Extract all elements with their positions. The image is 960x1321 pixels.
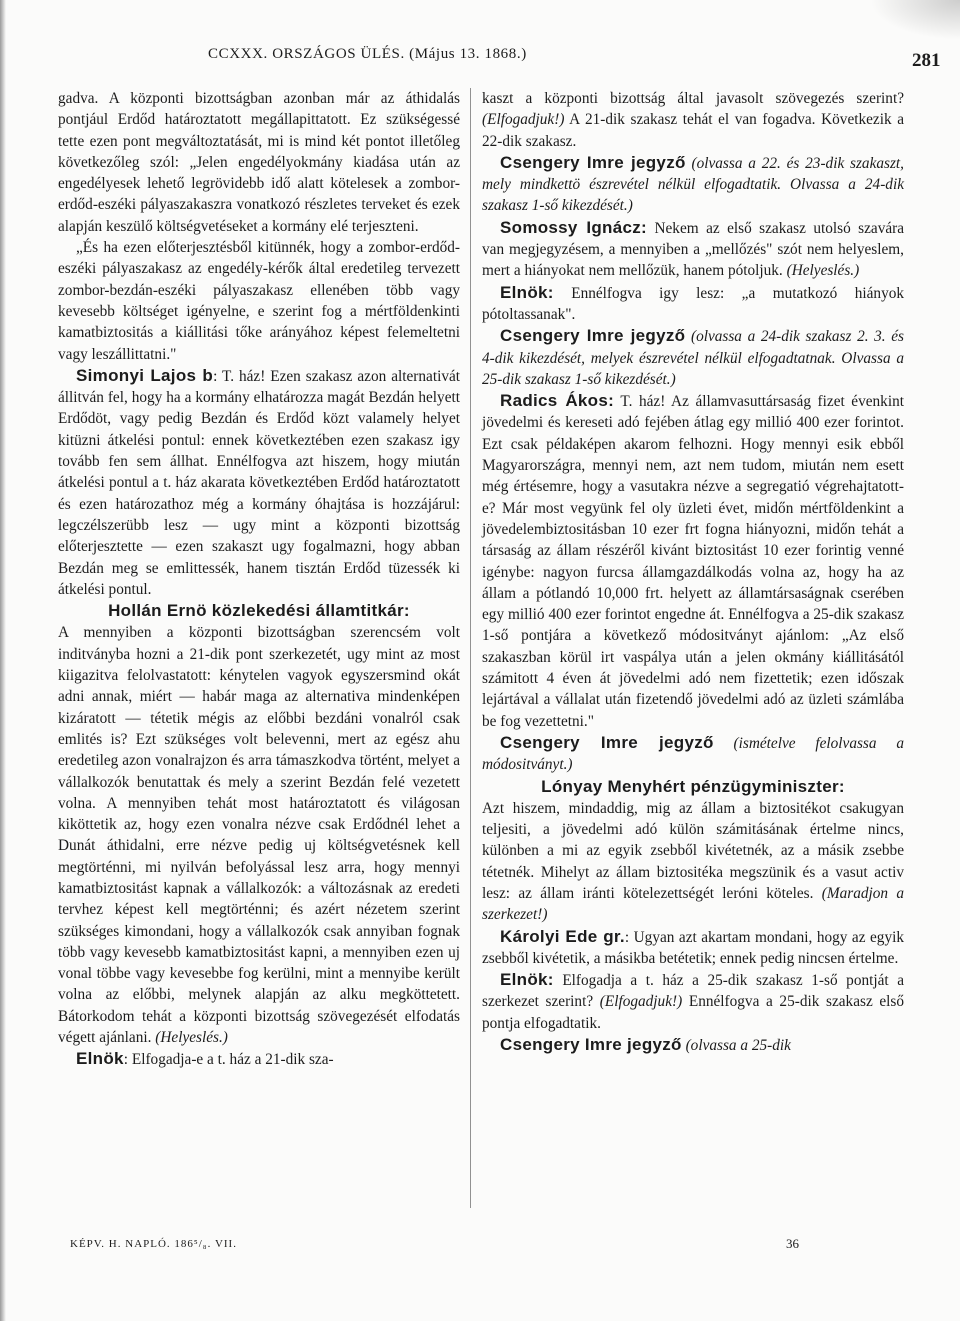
stage-direction: (olvassa a 22. és 23-dik szakaszt, mely mindkettö észrevétel nélkül elfogadtatik. Olvassa a 24-dik szakasz 1-ső kikezdését.) — [482, 154, 904, 215]
stage-direction: (olvassa a 25-dik — [685, 1037, 791, 1055]
speech — [482, 325, 904, 390]
speech — [482, 217, 904, 282]
speech — [482, 390, 904, 732]
speech — [482, 798, 904, 926]
stage-direction: (olvassa a 24-dik szakasz 2. 3. és 4-dik kikezdését, melyek észrevétel nélkül elfogadtatnak. Olvassa a 25-dik szakasz 1-ső kikezdését.) — [482, 328, 904, 388]
speaker-name: Csengery Imre jegyző — [500, 732, 714, 752]
speaker-name: Simonyi Lajos b — [76, 365, 214, 385]
stage-direction: (ismételve felolvassa a módositványt.) — [482, 734, 904, 774]
speech-text: Azt hiszem, mindaddig, mig az állam a biztositékot csakugyan teljesiti, a jövedelmi adó külön számitásának értelme nincs, különben a mi az egyik zsebből kivétetnék, az a másik zsebbe tétetnék. Mihelyt az állam biztositéka megszünik és a vasut activ lesz: az állam iránti kötelezettségét leróni köteles. — [482, 799, 904, 902]
paragraph — [482, 88, 904, 152]
footer-sheet-number: 36 — [786, 1236, 799, 1251]
left-column — [58, 88, 460, 1071]
speaker-name: Károlyi Ede gr. — [500, 926, 625, 946]
speech-text: : T. ház! Ezen szakasz azon alternativát állitván fel, hogy ha a kormány elhatározza magát Bezdán helyett Erdődöt, vagy pedig Bezdán és Erdőd közt valamely helyet kitüzni átkelési pontul: ennek következtében ezen szakasz igy tovább fen sem állhat. Ennélfogva azt hiszem, hogy miután átkelési pontul a t. ház akarata következtében Erdőd határoztatott és ezen határozathoz még a kormány óhajtása is hozzájárul: legczélszerübb lesz — ugy mint a központi bizottság előterjesztette — ezen szakaszt ugy fogalmazni, hogy abban Bezdán meg se emlittessék, hanem tisztán Erdőd tüzessék ki átkelési pontul. — [58, 367, 461, 598]
speaker-name: Lónyay Menyhért pénzügyminiszter: — [541, 776, 845, 796]
speech-text: T. ház! Az államvasuttársaság fizet évenkint jövedelmi és kereseti adó fejében átlag egy millió 400 ezer forintot. Ezt csak példaképen akarom felhozni. Hogy mennyi esik ebből Magyarországra, mennyi nem, azt nem tudom, miután nem esett még értésemre, hogy a vasutakra nézve a segregatió végrehajtatott-e? Már most vegyünk fel oly üzleti évet, midőn mértföldenkint a jövedelembiztositásban 10 ezer frt fogna hiányozni, midőn tehát a társaság az állam részéről kivánt biztositást 10 ezer forintig venné igénybe: nagyon furcsa államgazdálkodás volna az, hogy ha az állam a pótlandó 10,000 frt. helyett az államtársaságnak cserében egy millió 400 ezer forintot engedne át. Ennélfogva a 25-dik szakasz 1-ső pontjára a következő módositványt ajánlom: „Az első szakaszban körül irt vaspálya után a jelen okmány kiállitásától számitott 4 éven át jövedelmi adó nem fizettetik; ezen időszak lejártával a vállalat után fizetendő jövedelmi adó az üzleti számlába be fog vezettetni." — [482, 393, 904, 730]
speech — [482, 969, 904, 1034]
speaker-name: Hollán Ernö közlekedési államtitkár: — [108, 601, 410, 621]
speech-text: Ennélfogva igy lesz: „a mutatkozó hiányok pótoltassanak". — [482, 284, 905, 323]
speech-text: Elfogadja a t. ház a 25-dik szakasz 1-ső pontját a szerkezet szerint? — [482, 972, 905, 1011]
footer-signature: KÉPV. H. NAPLÓ. 186⁵/₈. VII. — [70, 1238, 237, 1250]
speech-text: : Elfogadja-e a t. ház a 21-dik sza- — [123, 1051, 334, 1069]
speaker-name: Elnök — [76, 1049, 124, 1069]
speech — [58, 1048, 460, 1070]
interjection: (Elfogadjuk!) — [599, 993, 683, 1011]
page-header — [0, 38, 960, 71]
speaker-name: Csengery Imre jegyző — [500, 152, 686, 172]
speech-text: Nekem az első szakasz utolsó szavára van megjegyzésem, a mennyiben a „mellőzés" szót nem helyeslem, mert a hiányokat nem mellőzük, hanem pótoljuk. — [482, 219, 905, 280]
speech — [482, 732, 904, 776]
speech — [482, 926, 904, 970]
column-divider — [470, 88, 471, 1208]
speaker-heading — [482, 776, 904, 798]
speaker-name: Elnök: — [500, 282, 554, 302]
speaker-name: Csengery Imre jegyző — [500, 326, 686, 346]
interjection: (Maradjon a szerkezet!) — [482, 884, 904, 924]
paragraph: „És ha ezen előterjesztésből kitünnék, hogy a zombor-erdőd-eszéki pályaszakasz az engedély-kérők által eredetileg tervezett zombor-bezdán-eszéki pályaszakasz ellenében több vagy kevesebb költséget igényelne, e szerint fog a mértföldenkinti kamatbiztositás a kiállitási tőke arányához képest felemeltetni vagy leszállittatni." — [58, 239, 460, 363]
interjection: (Helyeslés.) — [155, 1029, 228, 1047]
speaker-heading — [58, 600, 460, 622]
speech-text: : Ugyan azt akartam mondani, hogy az egyik zsebből kivétetik, a másikba betétetik; ennek pedig nincsen értelme. — [482, 928, 904, 967]
running-head: CCXXX. ORSZÁGOS ÜLÉS. (Május 13. 1868.) — [208, 46, 527, 62]
speech — [482, 282, 904, 326]
interjection: (Helyeslés.) — [786, 262, 860, 280]
paragraph: gadva. A központi bizottságban azonban már az áthidalás pontjául Erdőd határoztatott megállapittatott. Ez szükségessé tette ezen pont megváltoztatását, mi is mind két pontot illetőleg következőleg szól: „Jelen engedélyokmány kiadása után az engedélyesek lehető legrövidebb idő alatt kötelesek a zombor-erdőd-eszéki pályaszakaszra vonatkozó részletes terveket és ezek alapján keszülő költségvetéseket a kormány elé terjeszteni. — [58, 90, 460, 235]
paragraph-text: kaszt a központi bizottság által javasolt szövegezés szerint? — [482, 90, 904, 107]
speech — [58, 622, 460, 1048]
speech — [58, 365, 460, 600]
page-number: 281 — [912, 50, 941, 71]
scan-corner-shadow — [870, 0, 960, 40]
paragraph-text: A 21-dik szakasz tehát el van fogadva. Következik a 22-dik szakasz. — [482, 111, 904, 150]
speaker-name: Somossy Ignácz: — [500, 217, 647, 237]
speech-text: Ennélfogva a 25-dik szakasz első pontja elfogadtatik. — [482, 993, 905, 1032]
right-column — [482, 88, 904, 1056]
speaker-name: Csengery Imre jegyző — [500, 1035, 682, 1055]
scan-edge-shadow — [0, 0, 6, 1321]
interjection: (Elfogadjuk!) — [482, 111, 565, 129]
speech — [482, 1034, 904, 1056]
speech — [482, 152, 904, 217]
speaker-name: Elnök: — [500, 970, 554, 990]
speech-text: A mennyiben a központi bizottságban szerencsém volt inditványba hozni a 21-dik pont szerkezetét, ugy mint az most kiigazitva felolvastatott: kénytelen vagyok egyszersmind okát adni annak, miért — habár maga az alternativa mindenképen kizáratott — tétetik mégis az előbbi bezdáni vonalról csak emlités is? Ezt szükséges volt belevenni, mert az egész ahu eredetileg azon vonalrajzon és arra támaszkodva történt, melyet a vállalkozók benutattak és mely a szerint Bezdán felé vezetett volna. A mennyiben tehát most határoztatott és világosan kiköttetik az, hogy ezen vonalra nézve csak Erdődnél lehet a Dunát áthidalni, erre nézve pedig uj költségvetésnek kell megtörténni, mi nyilván befolyással lesz arra, hogy mennyi kamatbiztositást kapnak a vállalkozók: a változásnak az eredeti tervhez képest kell megtörténni; és azért nézetem szerint szükséges kimondani, hogy a vállalkozók csak annyiban fognak több vagy kevesebb kamatbiztositást kapni, a mennyiben ezen uj vonal többe vagy kevesebbe fog kerülni, mint a mennyibe került volna az előbbi, melynek alapján az alku megköttetett. Bátorkodom tehát a központi bizottság szövegezését elfodatás végett ajánlani. — [58, 624, 460, 1047]
speaker-name: Radics Ákos: — [500, 391, 615, 411]
